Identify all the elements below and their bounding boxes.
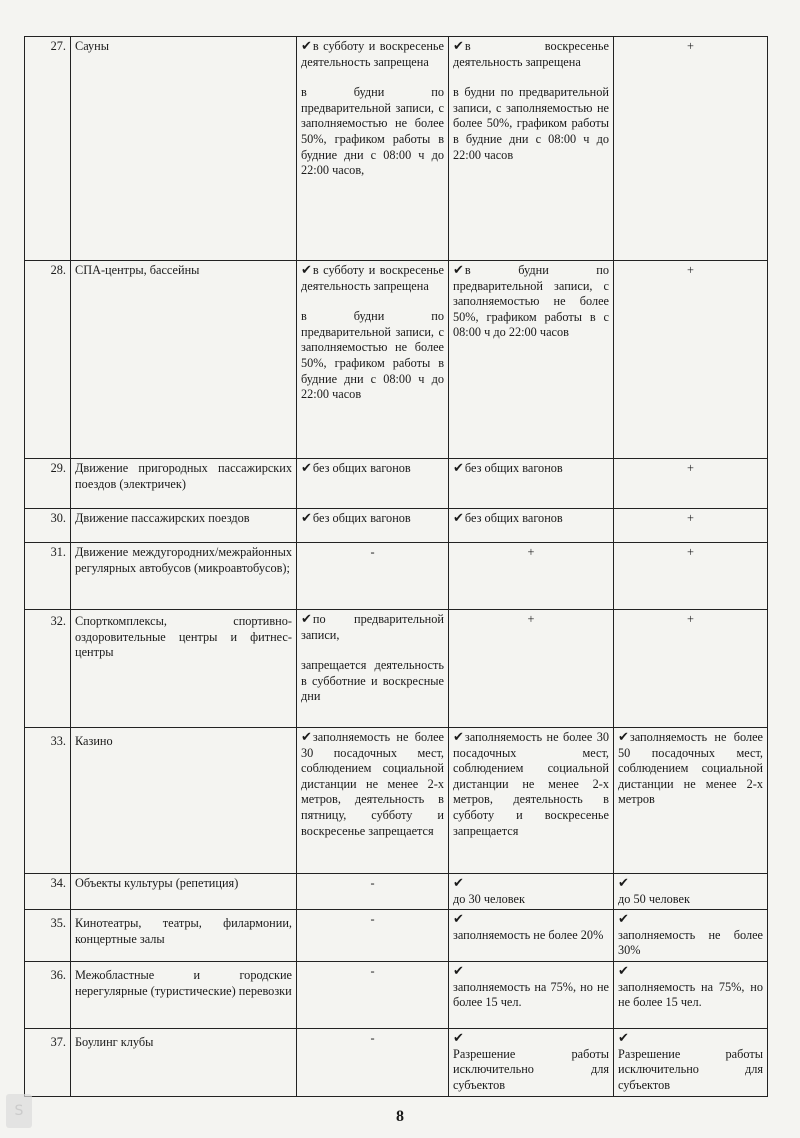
check-icon: ✔ (301, 730, 312, 745)
allowed-mark: + (614, 509, 768, 543)
row-number: 30. (25, 509, 71, 543)
row-name: Спорткомплексы, спортивно-оздоровительные центры и фитнес-центры (71, 610, 297, 728)
row-name: Боулинг клубы (71, 1028, 297, 1096)
check-icon: ✔ (301, 461, 312, 476)
table-row (25, 874, 768, 910)
row-name: Движение пассажирских поездов (71, 509, 297, 543)
table-row (25, 1028, 768, 1096)
table-row (25, 261, 768, 459)
not-allowed-mark: - (297, 961, 449, 1028)
check-icon: ✔ (301, 39, 312, 54)
restriction-cell: ✔ заполняемость не более 20% (449, 910, 614, 962)
restriction-cell: ✔ Разрешение работы исключительно для субъектов (449, 1028, 614, 1096)
table-row (25, 543, 768, 610)
restriction-cell: ✔без общих вагонов (449, 459, 614, 509)
restriction-cell: ✔заполняемость не более 30 посадочных мест, соблюдением социальной дистанции не менее 2-х метров, деятельность в пятницу, субботу и воскресенье запрещается (297, 728, 449, 874)
check-icon: ✔ (618, 730, 629, 745)
row-number: 35. (25, 910, 71, 962)
regulation-table (24, 36, 768, 1097)
row-name: СПА-центры, бассейны (71, 261, 297, 459)
check-icon: ✔ (453, 963, 464, 979)
row-number: 37. (25, 1028, 71, 1096)
check-icon: ✔ (453, 876, 464, 891)
restriction-cell: ✔в воскресенье деятельность запрещена в будни по предварительной записи, с заполняемостью не более 50%, графиком работы в будние дни с 08:00 ч до 22:00 часов (449, 37, 614, 261)
allowed-mark: + (614, 459, 768, 509)
restriction-cell: ✔без общих вагонов (449, 509, 614, 543)
not-allowed-mark: - (297, 874, 449, 910)
restriction-cell: ✔ до 30 человек (449, 874, 614, 910)
check-icon: ✔ (301, 511, 312, 526)
restriction-cell: ✔заполняемость не более 50 посадочных мест, соблюдением социальной дистанции не менее 2-х метров (614, 728, 768, 874)
check-icon: ✔ (453, 511, 464, 526)
row-number: 33. (25, 728, 71, 874)
allowed-mark: + (614, 37, 768, 261)
check-icon: ✔ (618, 1030, 629, 1046)
restriction-cell: ✔в субботу и воскресенье деятельность запрещена в будни по предварительной записи, с заполняемостью не более 50%, графиком работы в будние дни с 08:00 ч до 22:00 часов (297, 261, 449, 459)
not-allowed-mark: - (297, 1028, 449, 1096)
row-name: Сауны (71, 37, 297, 261)
check-icon: ✔ (618, 912, 629, 928)
table-row (25, 910, 768, 962)
restriction-cell: ✔заполняемость не более 30 посадочных мест, соблюдением социальной дистанции не менее 2-х метров, деятельность в субботу и воскресенье запрещается (449, 728, 614, 874)
restriction-cell: ✔без общих вагонов (297, 459, 449, 509)
restriction-cell: ✔в субботу и воскресенье деятельность запрещена в будни по предварительной записи, с заполняемостью не более 50%, графиком работы в будние дни с 08:00 ч до 22:00 часов, (297, 37, 449, 261)
restriction-cell: ✔ до 50 человек (614, 874, 768, 910)
row-name: Движение междугородних/межрайонных регулярных автобусов (микроавтобусов); (71, 543, 297, 610)
not-allowed-mark: - (297, 910, 449, 962)
restriction-cell: ✔ заполняемость на 75%, но не более 15 чел. (614, 961, 768, 1028)
allowed-mark: + (614, 261, 768, 459)
table-row (25, 961, 768, 1028)
restriction-cell: ✔без общих вагонов (297, 509, 449, 543)
row-number: 28. (25, 261, 71, 459)
not-allowed-mark: - (297, 543, 449, 610)
restriction-cell: ✔по предварительной записи, запрещается деятельность в субботние и воскресные дни (297, 610, 449, 728)
restriction-cell: ✔ заполняемость не более 30% (614, 910, 768, 962)
check-icon: ✔ (453, 39, 464, 54)
check-icon: ✔ (618, 963, 629, 979)
check-icon: ✔ (453, 730, 464, 745)
table-row (25, 610, 768, 728)
row-number: 27. (25, 37, 71, 261)
row-name: Межобластные и городские нерегулярные (туристические) перевозки (71, 961, 297, 1028)
check-icon: ✔ (618, 876, 629, 891)
check-icon: ✔ (301, 612, 312, 627)
restriction-cell: ✔в будни по предварительной записи, с заполняемостью не более 50%, графиком работы в с 08:00 ч до 22:00 часов (449, 261, 614, 459)
row-name: Объекты культуры (репетиция) (71, 874, 297, 910)
row-number: 36. (25, 961, 71, 1028)
table-row (25, 37, 768, 261)
check-icon: ✔ (301, 263, 312, 278)
table-row (25, 728, 768, 874)
row-name: Казино (71, 728, 297, 874)
allowed-mark: + (614, 610, 768, 728)
check-icon: ✔ (453, 1030, 464, 1046)
restriction-cell: ✔ Разрешение работы исключительно для субъектов (614, 1028, 768, 1096)
row-name: Кинотеатры, театры, филармонии, концертные залы (71, 910, 297, 962)
row-number: 34. (25, 874, 71, 910)
watermark-logo-icon: S (6, 1094, 32, 1128)
check-icon: ✔ (453, 263, 464, 278)
check-icon: ✔ (453, 912, 464, 928)
page-number: 8 (396, 1108, 404, 1125)
row-name: Движение пригородных пассажирских поездов (электричек) (71, 459, 297, 509)
row-number: 29. (25, 459, 71, 509)
table-row (25, 509, 768, 543)
row-number: 32. (25, 610, 71, 728)
allowed-mark: + (449, 543, 614, 610)
table-row (25, 459, 768, 509)
allowed-mark: + (614, 543, 768, 610)
restriction-cell: ✔ заполняемость на 75%, но не более 15 чел. (449, 961, 614, 1028)
allowed-mark: + (449, 610, 614, 728)
check-icon: ✔ (453, 461, 464, 476)
row-number: 31. (25, 543, 71, 610)
